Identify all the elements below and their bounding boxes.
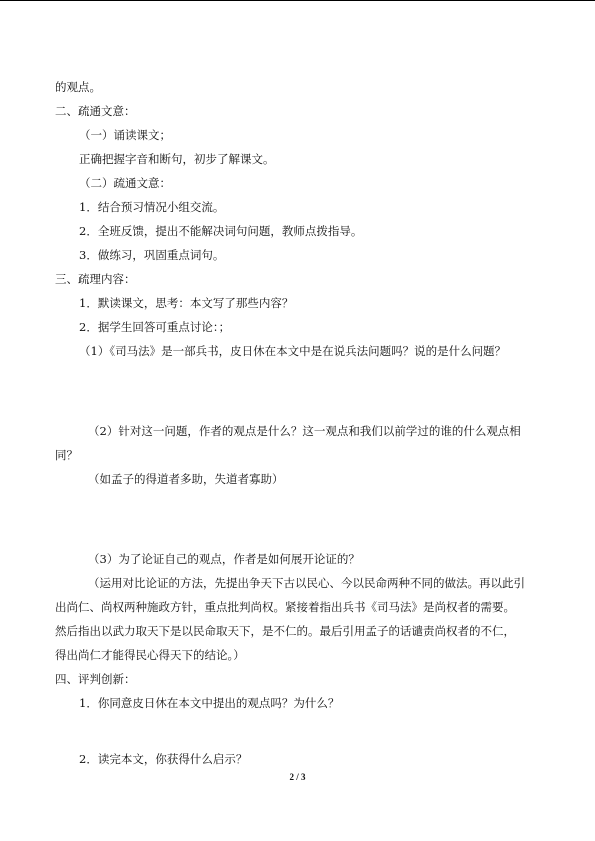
answer-note: 然后指出以武力取天下是以民命取天下，是不仁的。最后引用孟子的话谴责尚权者的不仁， (55, 624, 515, 638)
answer-note: （运用对比论证的方法，先提出争天下古以民心、今以民命两种不同的做法。再以此引 (88, 576, 525, 590)
text-line: 正确把握字音和断句，初步了解课文。 (79, 152, 275, 166)
subsection-heading: （二）疏通文意： (79, 176, 171, 190)
section-heading: 二、疏通文意： (55, 104, 136, 118)
section-heading: 三、疏理内容： (55, 272, 136, 286)
discussion-question: （2）针对这一问题，作者的观点是什么？这一观点和我们以前学过的谁的什么观点相 (88, 424, 521, 438)
list-item: 1．默读课文，思考：本文写了那些内容？ (79, 296, 294, 310)
list-item: 2．全班反馈，提出不能解决词句问题，教师点拨指导。 (79, 224, 363, 238)
list-item: 3．做练习，巩固重点词句。 (79, 248, 225, 262)
answer-note: （如孟子的得道者多助，失道者寡助） (88, 472, 284, 486)
text-line: 的观点。 (55, 80, 101, 94)
list-item: 1．结合预习情况小组交流。 (79, 200, 225, 214)
list-item: 1．你同意皮日休在本文中提出的观点吗？为什么？ (79, 696, 340, 710)
section-heading: 四、评判创新： (55, 672, 136, 686)
text-line: 同？ (55, 448, 78, 462)
list-item: 2．据学生回答可重点讨论：； (79, 320, 231, 334)
page-number: 2 / 3 (289, 772, 306, 782)
subsection-heading: （一）诵读课文； (79, 128, 171, 142)
discussion-question: （3）为了论证自己的观点，作者是如何展开论证的？ (88, 552, 360, 566)
discussion-question: （1）《司马法》是一部兵书，皮日休在本文中是在说兵法问题吗？说的是什么问题？ (79, 344, 507, 358)
page-top-border (0, 0, 595, 1)
answer-note: 得出尚仁才能得民心得天下的结论。） (55, 648, 245, 662)
list-item: 2．读完本文，你获得什么启示？ (79, 752, 248, 766)
answer-note: 出尚仁、尚权两种施政方针，重点批判尚权。紧接着指出兵书《司马法》是尚权者的需要。 (55, 600, 515, 614)
